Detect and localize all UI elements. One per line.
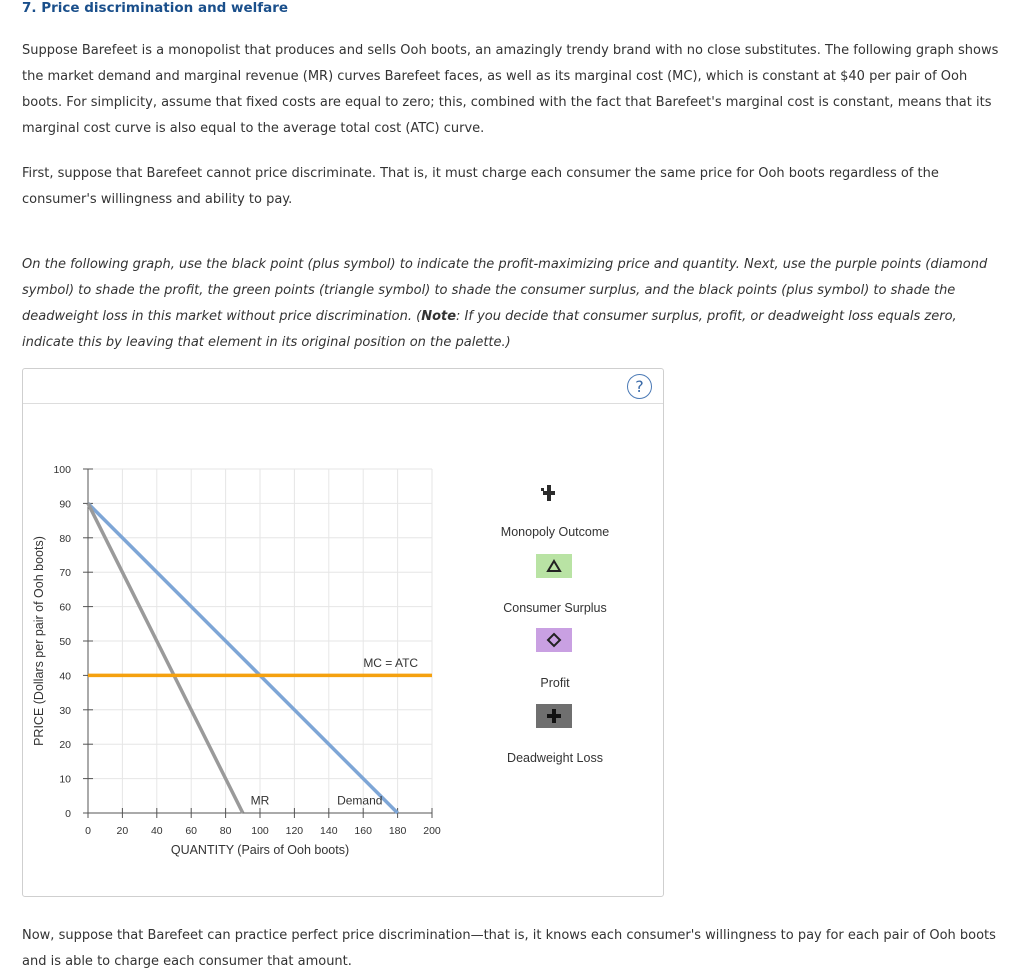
y-tick-label: 0 bbox=[65, 808, 71, 820]
monopoly-outcome-label: Monopoly Outcome bbox=[500, 525, 610, 539]
x-tick-label: 180 bbox=[388, 825, 407, 837]
no-discrimination-paragraph: First, suppose that Barefeet cannot price discriminate. That is, it must charge each consumer the same price for Ooh boots regardless of the consumer's willingness and ability to pay. bbox=[22, 166, 939, 207]
consumer-surplus-swatch[interactable] bbox=[536, 554, 572, 578]
help-icon[interactable]: ? bbox=[627, 374, 652, 399]
instructions-text-b: : If you decide that consumer surplus, profit, or deadweight loss equals zero, indicate this by leaving that element in its original position on the palette.) bbox=[22, 309, 957, 350]
x-tick-label: 200 bbox=[423, 825, 441, 837]
x-tick-label: 140 bbox=[320, 825, 338, 837]
intro-paragraph: Suppose Barefeet is a monopolist that produces and sells Ooh boots, an amazingly trendy brand with no close substitutes. The following graph shows the market demand and marginal revenue (MR) curves Barefeet faces, as well as its marginal cost (MC), which is constant at $40 per pair of Ooh boots. For simplicity, assume that fixed costs are equal to zero; this, combined with the fact that Barefeet's marginal cost is constant, means that its marginal cost curve is also equal to the average total cost (ATC) curve. bbox=[22, 43, 999, 136]
instructions-paragraph bbox=[22, 252, 1007, 356]
profit-swatch[interactable] bbox=[536, 628, 572, 652]
y-tick-label: 10 bbox=[59, 773, 71, 786]
x-tick-label: 60 bbox=[185, 825, 198, 837]
instructions-text-a: On the following graph, use the black point (plus symbol) to indicate the profit-maximizing price and quantity. Next, use the purple points (diamond symbol) to shade the profit, the green points (triangle symbol) to shade the consumer surplus, and the black points (plus symbol) to shade the deadweight loss in this market without price discrimination. ( bbox=[22, 257, 988, 324]
x-tick-label: 20 bbox=[116, 825, 129, 837]
x-tick-label: 160 bbox=[354, 825, 372, 837]
y-tick-label: 70 bbox=[59, 567, 71, 580]
y-tick-label: 50 bbox=[59, 636, 71, 648]
consumer-surplus-label: Consumer Surplus bbox=[503, 601, 607, 615]
x-tick-label: 80 bbox=[219, 825, 232, 837]
series-label-demand: Demand bbox=[337, 793, 383, 808]
series-label-mr: MR bbox=[250, 793, 270, 808]
y-tick-label: 80 bbox=[59, 532, 71, 545]
y-tick-label: 30 bbox=[59, 704, 71, 717]
x-tick-label: 120 bbox=[285, 825, 304, 837]
section-title: 7. Price discrimination and welfare bbox=[22, 0, 289, 16]
series-label-mc: MC = ATC bbox=[363, 655, 419, 670]
x-tick-label: 0 bbox=[85, 825, 91, 837]
y-tick-label: 20 bbox=[59, 739, 71, 752]
graph-panel bbox=[22, 368, 664, 897]
triangle-icon bbox=[546, 559, 562, 573]
note-label: Note bbox=[421, 309, 457, 324]
y-axis-label: PRICE (Dollars per pair of Ooh boots) bbox=[32, 536, 46, 746]
y-tick-label: 40 bbox=[59, 670, 71, 683]
plus-icon bbox=[546, 708, 562, 724]
deadweight-loss-label: Deadweight Loss bbox=[507, 751, 603, 765]
perfect-discrimination-paragraph: Now, suppose that Barefeet can practice perfect price discrimination—that is, it knows each consumer's willingness to pay for each pair of Ooh boots and is able to charge each consumer that amount. bbox=[22, 928, 996, 969]
series-mr-line[interactable] bbox=[88, 503, 243, 813]
profit-label: Profit bbox=[540, 676, 570, 690]
y-tick-label: 60 bbox=[59, 601, 71, 614]
diamond-icon bbox=[546, 632, 562, 648]
x-axis-label: QUANTITY (Pairs of Ooh boots) bbox=[170, 843, 350, 857]
series-demand-line[interactable] bbox=[88, 503, 398, 813]
y-tick-label: 100 bbox=[53, 464, 71, 476]
y-tick-label: 90 bbox=[59, 498, 71, 511]
x-tick-label: 100 bbox=[251, 825, 269, 837]
deadweight-loss-swatch[interactable] bbox=[536, 704, 572, 728]
monopoly-outcome-plus-icon[interactable] bbox=[537, 482, 557, 502]
x-tick-label: 40 bbox=[150, 825, 163, 837]
